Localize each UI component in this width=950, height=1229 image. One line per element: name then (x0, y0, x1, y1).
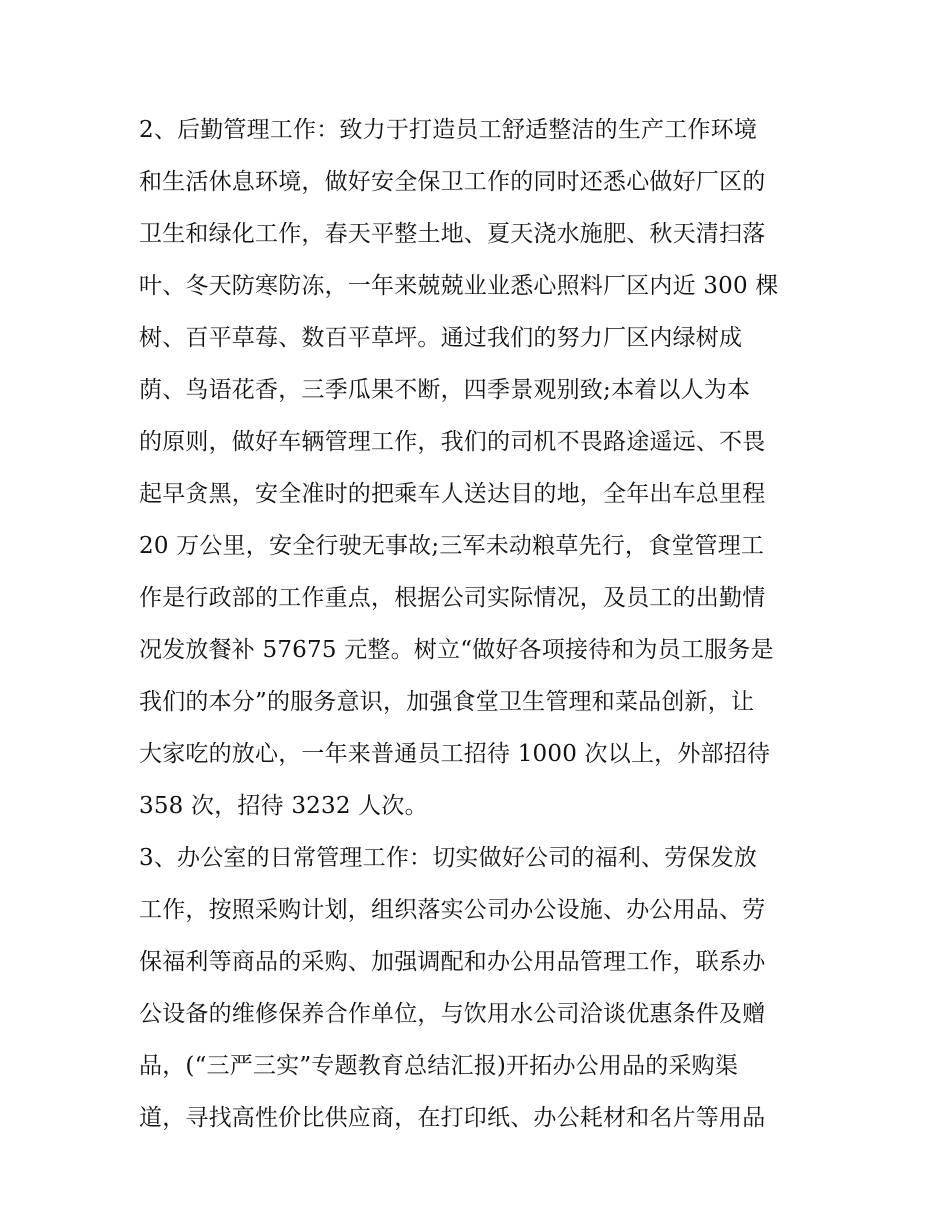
text-line: 起早贪黑，安全准时的把乘车人送达目的地，全年出车总里程 (139, 481, 766, 507)
text-line: 公设备的维修保养合作单位，与饮用水公司洽谈优惠条件及赠 (139, 1001, 766, 1027)
text-line: 保福利等商品的采购、加强调配和办公用品管理工作，联系办 (139, 949, 766, 975)
document-body (139, 108, 819, 1148)
text-line: 2、后勤管理工作：致力于打造员工舒适整洁的生产工作环境 (139, 117, 758, 143)
text-line: 3、办公室的日常管理工作：切实做好公司的福利、劳保发放 (139, 845, 758, 871)
text-line: 358 次，招待 3232 人次。 (139, 793, 428, 819)
text-line: 道，寻找高性价比供应商，在打印纸、办公耗材和名片等用品 (139, 1105, 766, 1131)
text-line: 荫、鸟语花香，三季瓜果不断，四季景观别致;本着以人为本 (139, 377, 751, 403)
text-line: 作是行政部的工作重点，根据公司实际情况，及员工的出勤情 (139, 585, 766, 611)
text-line: 20 万公里，安全行驶无事故;三军未动粮草先行，食堂管理工 (139, 533, 765, 559)
text-line: 叶、冬天防寒防冻，一年来兢兢业业悉心照料厂区内近 300 棵 (139, 273, 779, 299)
text-line: 树、百平草莓、数百平草坪。通过我们的努力厂区内绿树成 (139, 325, 743, 351)
text-line: 的原则，做好车辆管理工作，我们的司机不畏路途遥远、不畏 (139, 429, 766, 455)
text-line: 大家吃的放心，一年来普通员工招待 1000 次以上，外部招待 (139, 741, 771, 767)
text-line: 品，(“三严三实”专题教育总结汇报)开拓办公用品的采购渠 (139, 1053, 739, 1079)
text-line: 和生活休息环境，做好安全保卫工作的同时还悉心做好厂区的 (139, 169, 766, 195)
text-line: 况发放餐补 57675 元整。树立“做好各项接待和为员工服务是 (139, 637, 774, 663)
text-line: 我们的本分”的服务意识，加强食堂卫生管理和菜品创新，让 (139, 689, 755, 715)
text-line: 卫生和绿化工作，春天平整土地、夏天浇水施肥、秋天清扫落 (139, 221, 766, 247)
text-line: 工作，按照采购计划，组织落实公司办公设施、办公用品、劳 (139, 897, 766, 923)
